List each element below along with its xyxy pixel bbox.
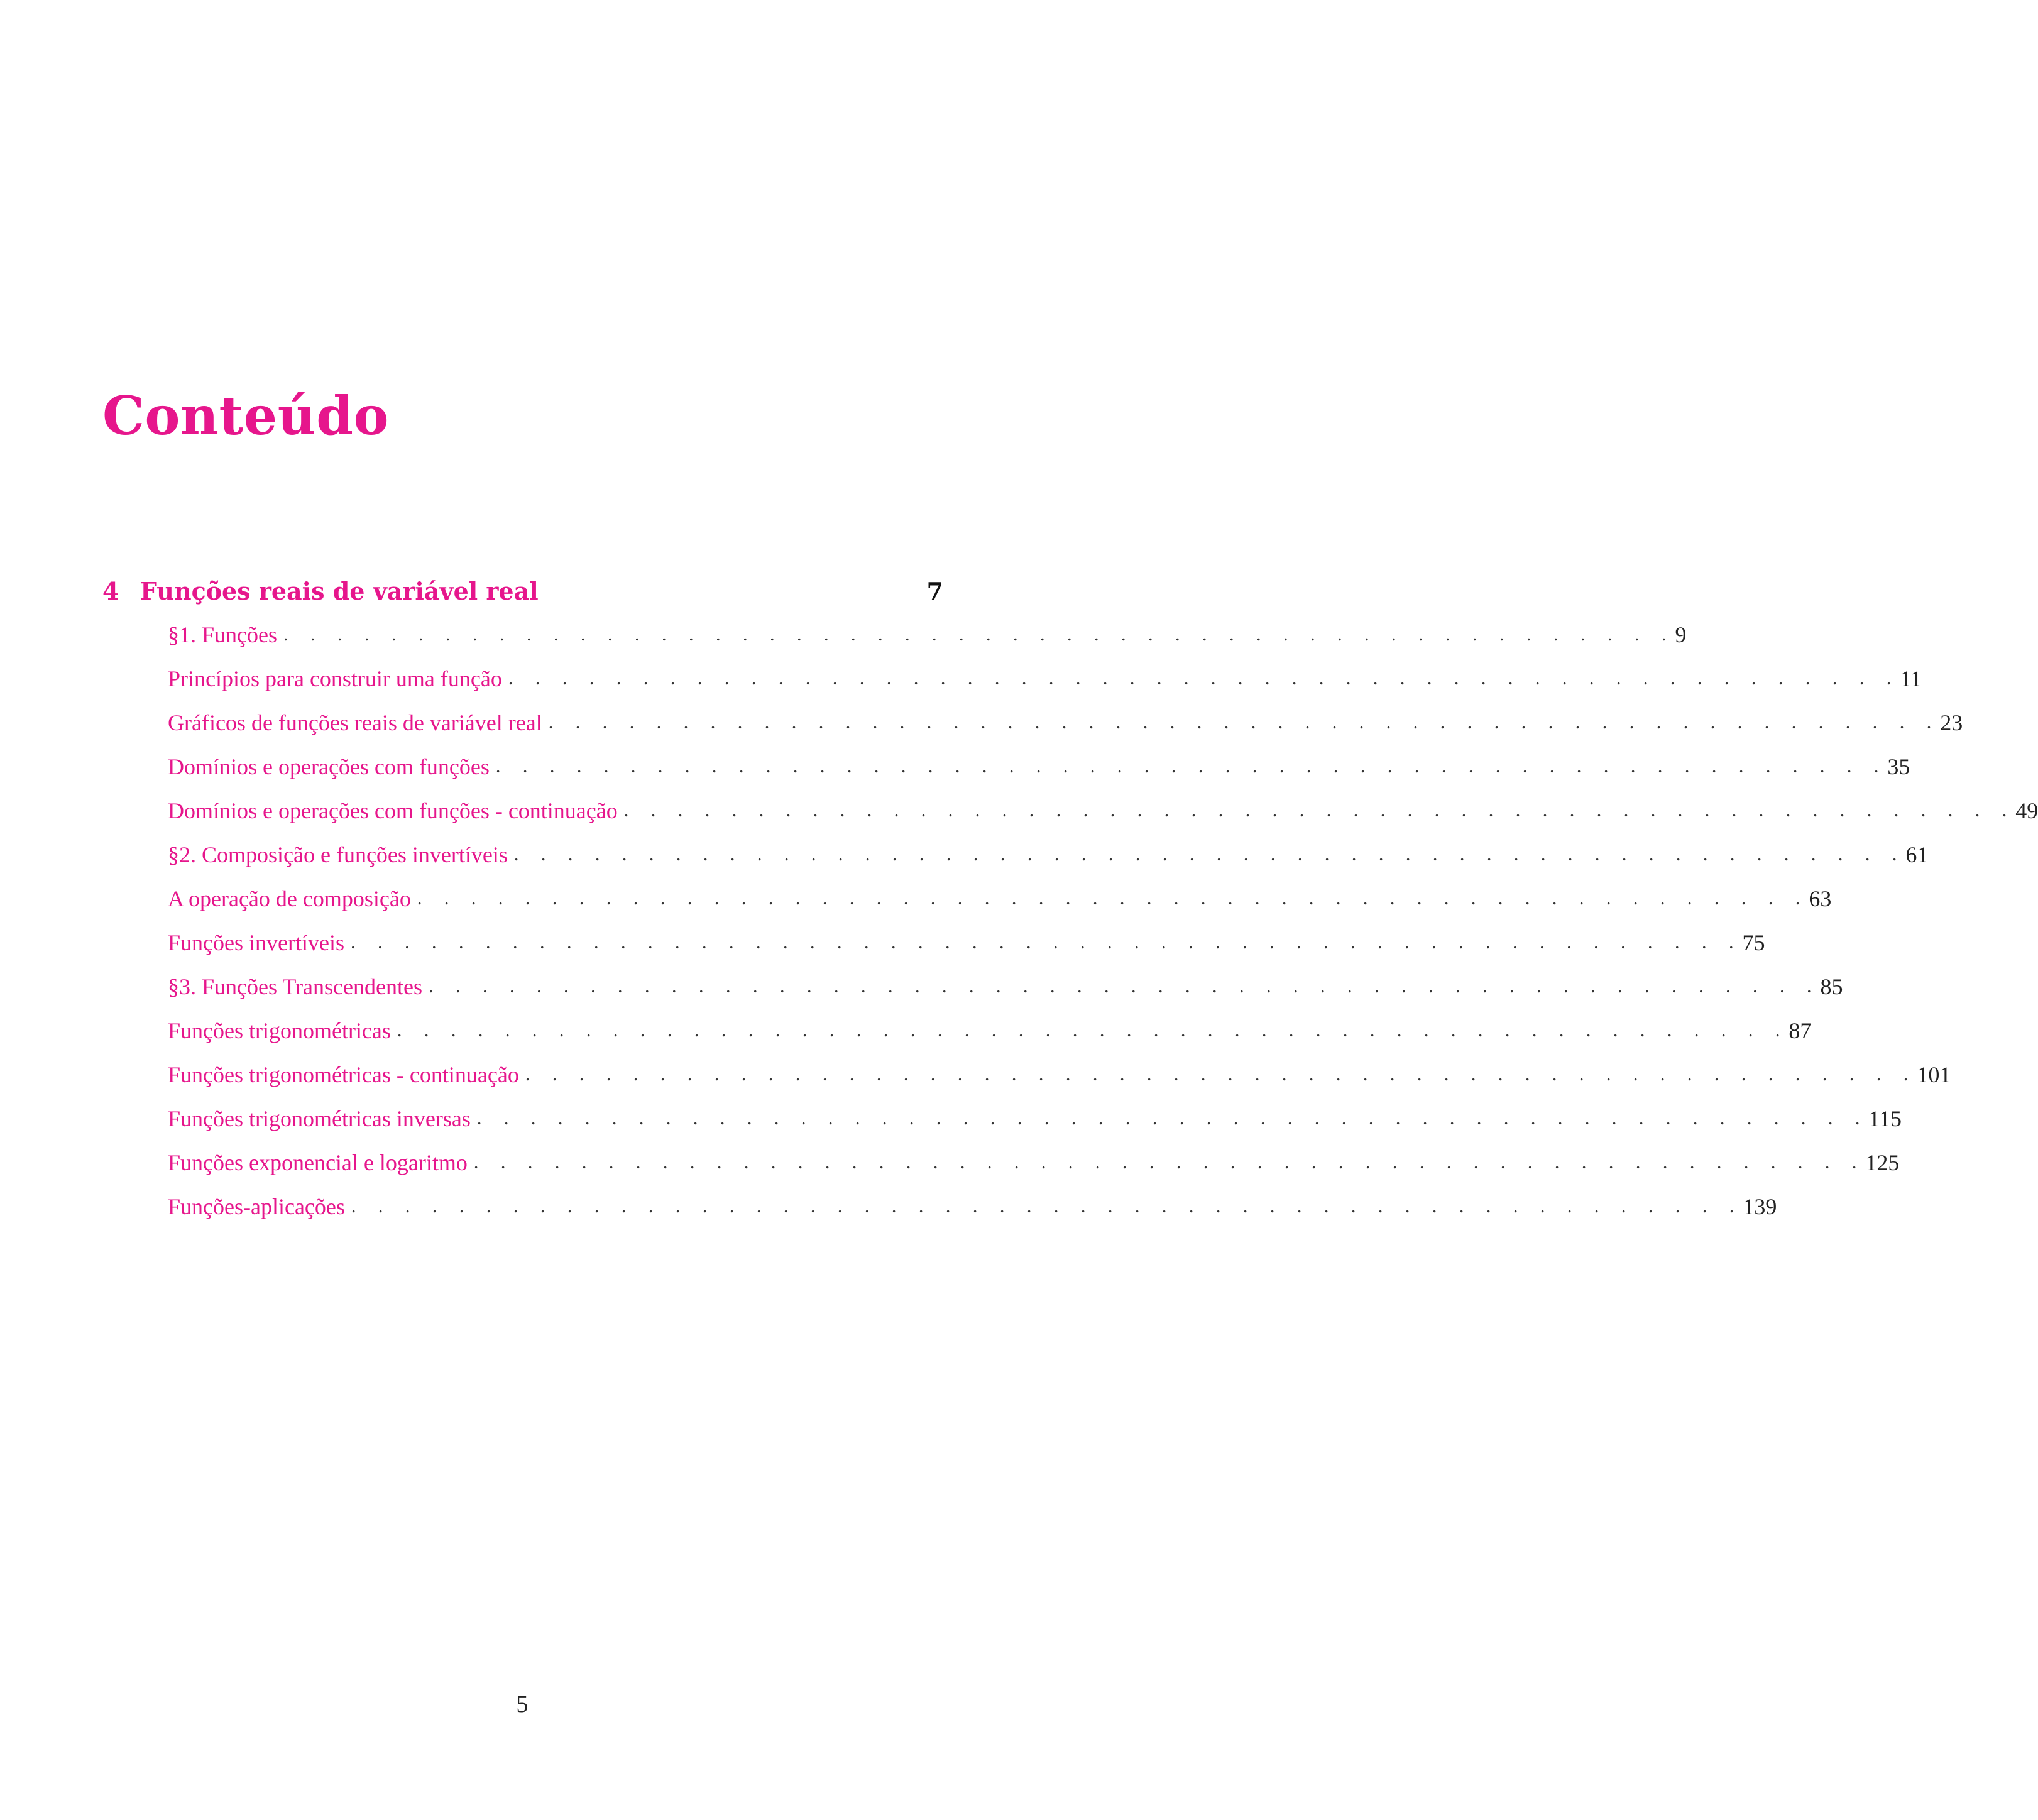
toc-entry-page: 61 <box>1905 842 1929 867</box>
dot-leader: . . . . . . . . . . . . . . . . . . . . . . . . . . . . . . . . . . . . . . . . . . . . . . . . . . . . <box>623 800 2016 821</box>
toc-entry-page: 11 <box>1900 666 1922 691</box>
page-title: Conteúdo <box>102 385 390 447</box>
toc-entry-page: 139 <box>1743 1194 1777 1219</box>
table-of-contents <box>102 569 2038 1229</box>
toc-entry-label: §3. Funções Transcendentes <box>168 973 429 1000</box>
toc-entry-page: 23 <box>1940 710 1963 735</box>
footer-page-number: 5 <box>516 1691 529 1718</box>
toc-entry[interactable] <box>168 1097 1902 1141</box>
toc-chapter[interactable] <box>102 569 943 613</box>
chapter-page-number: 7 <box>926 576 943 605</box>
toc-entry-label: Funções invertíveis <box>168 929 351 956</box>
dot-leader: . . . . . . . . . . . . . . . . . . . . . . . . . . . . . . . . . . . . . . . . . . . . . . . . . . . . <box>513 844 1906 865</box>
toc-entry[interactable] <box>168 833 1929 877</box>
toc-entry[interactable] <box>168 657 1922 701</box>
toc-entry[interactable] <box>168 965 1843 1009</box>
chapter-label: Funções reais de variável real <box>140 576 539 605</box>
toc-entry-page: 63 <box>1809 886 1832 911</box>
toc-entry[interactable] <box>168 1185 1777 1229</box>
toc-entry[interactable] <box>168 1009 1812 1053</box>
toc-entry-page: 9 <box>1675 622 1687 647</box>
toc-entry-page: 125 <box>1865 1150 1900 1175</box>
toc-entry-label: Funções-aplicações <box>168 1193 351 1220</box>
toc-entry-page: 115 <box>1868 1106 1902 1131</box>
toc-entry-page: 85 <box>1820 974 1843 999</box>
chapter-number: 4 <box>102 576 119 605</box>
toc-entry[interactable] <box>168 613 1687 657</box>
toc-entry-label: Gráficos de funções reais de variável real <box>168 710 549 736</box>
dot-leader: . . . . . . . . . . . . . . . . . . . . . . . . . . . . . . . . . . . . . . . . . . . . . . . . . . . . <box>548 712 1941 733</box>
dot-leader: . . . . . . . . . . . . . . . . . . . . . . . . . . . . . . . . . . . . . . . . . . . . . . . . . . . . <box>476 1108 1869 1129</box>
toc-entry[interactable] <box>168 789 2038 833</box>
toc-entry-page: 75 <box>1742 930 1765 955</box>
dot-leader: . . . . . . . . . . . . . . . . . . . . . . . . . . . . . . . . . . . . . . . . . . . . . . . . . . . . <box>525 1064 1917 1085</box>
dot-leader: . . . . . . . . . . . . . . . . . . . . . . . . . . . . . . . . . . . . . . . . . . . . . . . . . . . . <box>495 756 1888 777</box>
dot-leader: . . . . . . . . . . . . . . . . . . . . . . . . . . . . . . . . . . . . . . . . . . . . . . . . . . . . <box>397 1020 1789 1041</box>
toc-entry[interactable] <box>168 1141 1900 1185</box>
dot-leader: . . . . . . . . . . . . . . . . . . . . . . . . . . . . . . . . . . . . . . . . . . . . . . . . . . . . <box>508 668 1900 689</box>
dot-leader: . . . . . . . . . . . . . . . . . . . . . . . . . . . . . . . . . . . . . . . . . . . . . . . . . . . . <box>350 932 1743 953</box>
toc-entry-label: Funções trigonométricas inversas <box>168 1105 477 1132</box>
dot-leader: . . . . . . . . . . . . . . . . . . . . . . . . . . . . . . . . . . . . . . . . . . . . . . . . . . . . <box>283 624 1675 645</box>
toc-entry-label: Funções trigonométricas <box>168 1017 397 1044</box>
toc-entry[interactable] <box>168 877 1832 921</box>
toc-entry-label: Domínios e operações com funções <box>168 754 496 780</box>
toc-entry-label: A operação de composição <box>168 885 417 912</box>
toc-entry-page: 49 <box>2015 798 2038 823</box>
dot-leader: . . . . . . . . . . . . . . . . . . . . . . . . . . . . . . . . . . . . . . . . . . . . . . . . . . . . <box>473 1152 1866 1173</box>
dot-leader: . . . . . . . . . . . . . . . . . . . . . . . . . . . . . . . . . . . . . . . . . . . . . . . . . . . . <box>417 888 1809 909</box>
toc-entry-page: 101 <box>1917 1062 1951 1087</box>
toc-entry[interactable] <box>168 745 1910 789</box>
toc-entry-label: Domínios e operações com funções - continuação <box>168 798 624 824</box>
toc-entry[interactable] <box>168 701 1963 745</box>
toc-entry-label: Princípios para construir uma função <box>168 666 508 692</box>
dot-leader: . . . . . . . . . . . . . . . . . . . . . . . . . . . . . . . . . . . . . . . . . . . . . . . . . . . . <box>351 1196 1743 1217</box>
dot-leader: . . . . . . . . . . . . . . . . . . . . . . . . . . . . . . . . . . . . . . . . . . . . . . . . . . . . <box>428 976 1821 997</box>
toc-entry-label: §1. Funções <box>168 622 283 648</box>
toc-entry[interactable] <box>168 921 1765 965</box>
toc-entry-label: Funções trigonométricas - continuação <box>168 1061 525 1088</box>
toc-entry[interactable] <box>168 1053 1951 1097</box>
toc-entry-label: Funções exponencial e logaritmo <box>168 1149 474 1176</box>
toc-entry-page: 87 <box>1789 1018 1812 1043</box>
toc-entry-page: 35 <box>1887 754 1910 779</box>
toc-entry-label: §2. Composição e funções invertíveis <box>168 841 514 868</box>
